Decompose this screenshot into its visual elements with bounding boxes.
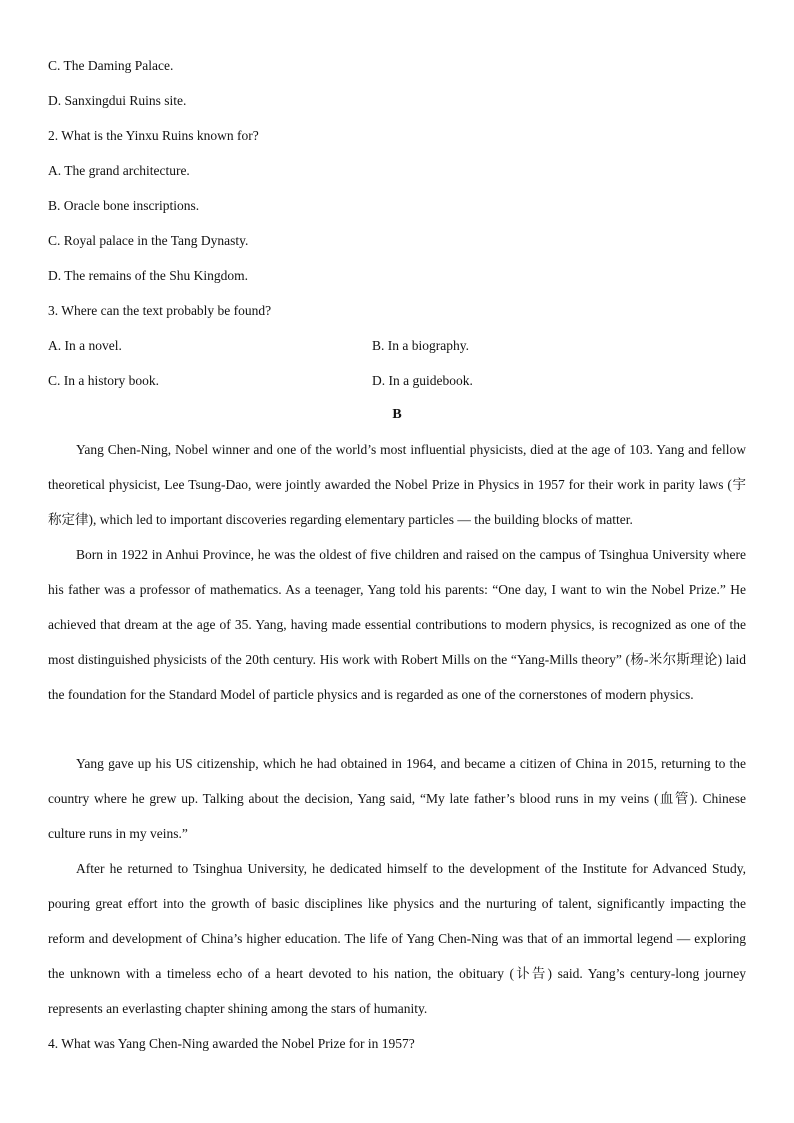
q2-option-a: A. The grand architecture.: [48, 163, 190, 178]
q4-stem: 4. What was Yang Chen-Ning awarded the Nobel Prize for in 1957?: [48, 1036, 415, 1051]
q1-option-d: D. Sanxingdui Ruins site.: [48, 93, 187, 108]
q2-option-c: C. Royal palace in the Tang Dynasty.: [48, 233, 249, 248]
q2-option-d: D. The remains of the Shu Kingdom.: [48, 268, 248, 283]
q3-option-a: A. In a novel.: [48, 338, 122, 353]
q3-option-c: C. In a history book.: [48, 373, 159, 388]
passage-paragraph-2: Born in 1922 in Anhui Province, he was the oldest of five children and raised on the campus of Tsinghua University where his father was a professor of mathematics. As a teenager, Yang told his parents: “One day, I want to win the Nobel Prize.” He achieved that dream at the age of 35. Yang, having made essential contributions to modern physics, is recognized as one of the most distinguished physicists of the 20th century. His work with Robert Mills on the “Yang-Mills theory” (杨-米尔斯理论) laid the foundation for the Standard Model of particle physics and is regarded as one of the cornerstones of modern physics.: [48, 547, 746, 702]
passage-paragraph-1: Yang Chen-Ning, Nobel winner and one of the world’s most influential physicists, died at the age of 103. Yang and fellow theoretical physicist, Lee Tsung-Dao, were jointly awarded the Nobel Prize in Physics in 1957 for their work in parity laws (宇称定律), which led to important discoveries regarding elementary particles — the building blocks of matter.: [48, 442, 746, 527]
q3-option-d: D. In a guidebook.: [372, 373, 473, 388]
q3-stem: 3. Where can the text probably be found?: [48, 303, 272, 318]
q3-option-b: B. In a biography.: [372, 338, 469, 353]
passage-paragraph-4: After he returned to Tsinghua University, he dedicated himself to the development of the Institute for Advanced Study, pouring great effort into the growth of basic disciplines like physics and the nurturing of talent, significantly impacting the reform and development of China’s higher education. The life of Yang Chen-Ning was that of an immortal legend — exploring the unknown with a timeless echo of a heart devoted to his nation, the obituary (讣告) said. Yang’s century-long journey represents an everlasting chapter shining among the stars of humanity.: [48, 861, 746, 1016]
q1-option-c: C. The Daming Palace.: [48, 58, 174, 73]
q2-stem: 2. What is the Yinxu Ruins known for?: [48, 128, 259, 143]
passage-paragraph-3: Yang gave up his US citizenship, which he had obtained in 1964, and became a citizen of China in 2015, returning to the country where he grew up. Talking about the decision, Yang said, “My late father’s blood runs in my veins (血管). Chinese culture runs in my veins.”: [48, 756, 746, 841]
q2-option-b: B. Oracle bone inscriptions.: [48, 198, 200, 213]
section-title: B: [392, 407, 402, 422]
